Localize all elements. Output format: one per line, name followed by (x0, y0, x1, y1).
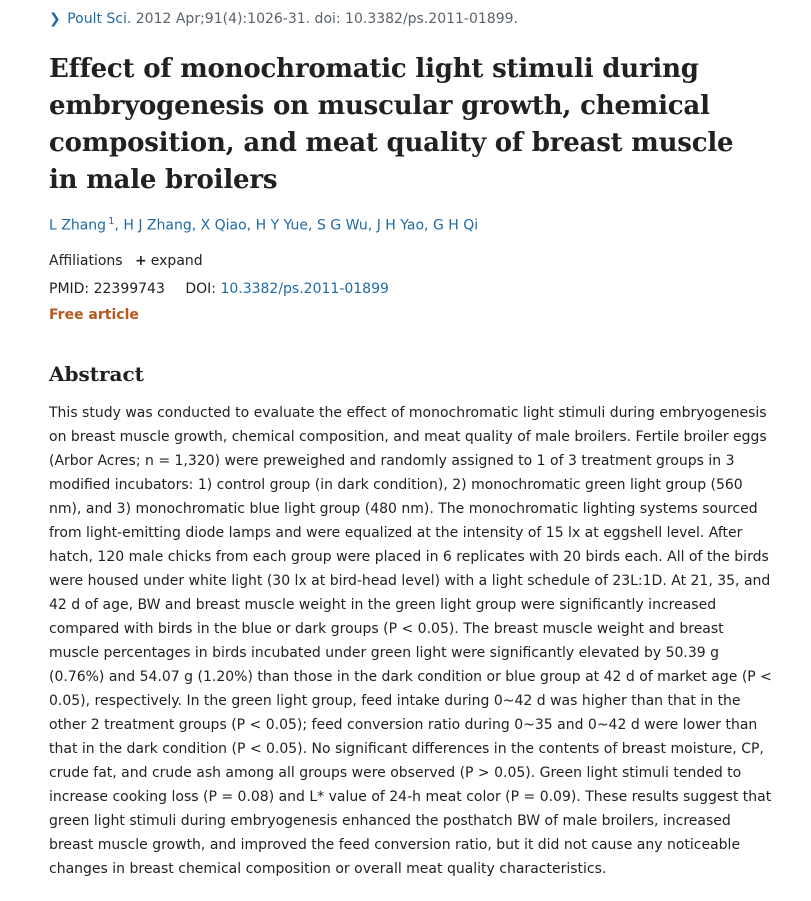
identifiers-row (49, 281, 389, 297)
doi-label: DOI: (185, 281, 216, 297)
expand-affiliations-button[interactable] (135, 253, 203, 269)
author-link[interactable]: H J Zhang (123, 217, 192, 234)
affiliations-row (49, 253, 203, 269)
affiliations-label: Affiliations (49, 253, 123, 269)
author-list: L Zhang $^1$, H J Zhang, X Qiao, H Y Yue, S G Wu, J H Yao, G H Qi (49, 216, 479, 234)
author-link[interactable]: H Y Yue (255, 217, 309, 234)
citation-details: 2012 Apr;91(4):1026-31. doi: 10.3382/ps.2011-01899. (131, 11, 518, 27)
expand-label: expand (150, 253, 203, 269)
author-link[interactable]: G H Qi (432, 217, 479, 234)
author-link[interactable]: J H Yao (376, 217, 425, 234)
pmid-value: 22399743 (93, 281, 165, 297)
chevron-right-icon[interactable]: ❯ (49, 11, 61, 27)
author-link[interactable]: S G Wu (316, 217, 368, 234)
article-title: Effect of monochromatic light stimuli during embryogenesis on muscular growth, chemical composition, and meat quality of breast muscle in male broilers (49, 54, 734, 195)
pmid-label: PMID: (49, 281, 90, 297)
journal-link[interactable]: Poult Sci. (67, 11, 132, 27)
abstract-text: This study was conducted to evaluate the effect of monochromatic light stimuli during embryogenesis on breast muscle growth, chemical composition, and meat quality of male broilers. Fertile broiler eggs (Arbor Acres; n = 1,320) were preweighed and randomly assigned to 1 of 3 treatment groups in 3 modified incubators: 1) control group (in dark condition), 2) monochromatic green light group (560 nm), and 3) monochromatic blue light group (480 nm). The monochromatic lighting systems sourced from light-emitting diode lamps and were equalized at the intensity of 15 lx at eggshell level. After hatch, 120 male chicks from each group were placed in 6 replicates with 20 birds each. All of the birds were housed under white light (30 lx at bird-head level) with a light schedule of 23L:1D. At 21, 35, and 42 d of age, BW and breast muscle weight in the green light group were significantly increased compared with birds in the blue or dark groups (P < 0.05). The breast muscle weight and breast muscle percentages in birds incubated under green light were significantly elevated by 50.39 g (0.76%) and 54.07 g (1.20%) than those in the dark condition or blue group at 42 d of market age (P < 0.05), respectively. In the green light group, feed intake during 0~42 d was higher than that in the other 2 treatment groups (P < 0.05); feed conversion ratio during 0~35 and 0~42 d were lower than that in the dark condition (P < 0.05). No significant differences in the contents of breast moisture, CP, crude fat, and crude ash among all groups were observed (P > 0.05). Green light stimuli tended to increase cooking loss (P = 0.08) and L* value of 24-h meat color (P = 0.09). These results suggest that green light stimuli during embryogenesis enhanced the posthatch BW of male broilers, increased breast muscle growth, and improved the feed conversion ratio, but it did not cause any noticeable changes in breast chemical composition or overall meat quality characteristics. (49, 405, 772, 877)
free-article-badge: Free article (49, 307, 139, 323)
abstract-heading: Abstract (49, 362, 144, 386)
author-affiliation-ref[interactable]: 1 (108, 216, 115, 227)
author-link[interactable]: X Qiao (200, 217, 247, 234)
citation-line (49, 11, 518, 27)
plus-icon: + (135, 253, 147, 269)
doi-link[interactable]: 10.3382/ps.2011-01899 (220, 281, 389, 297)
author-link[interactable]: L Zhang (49, 217, 107, 234)
